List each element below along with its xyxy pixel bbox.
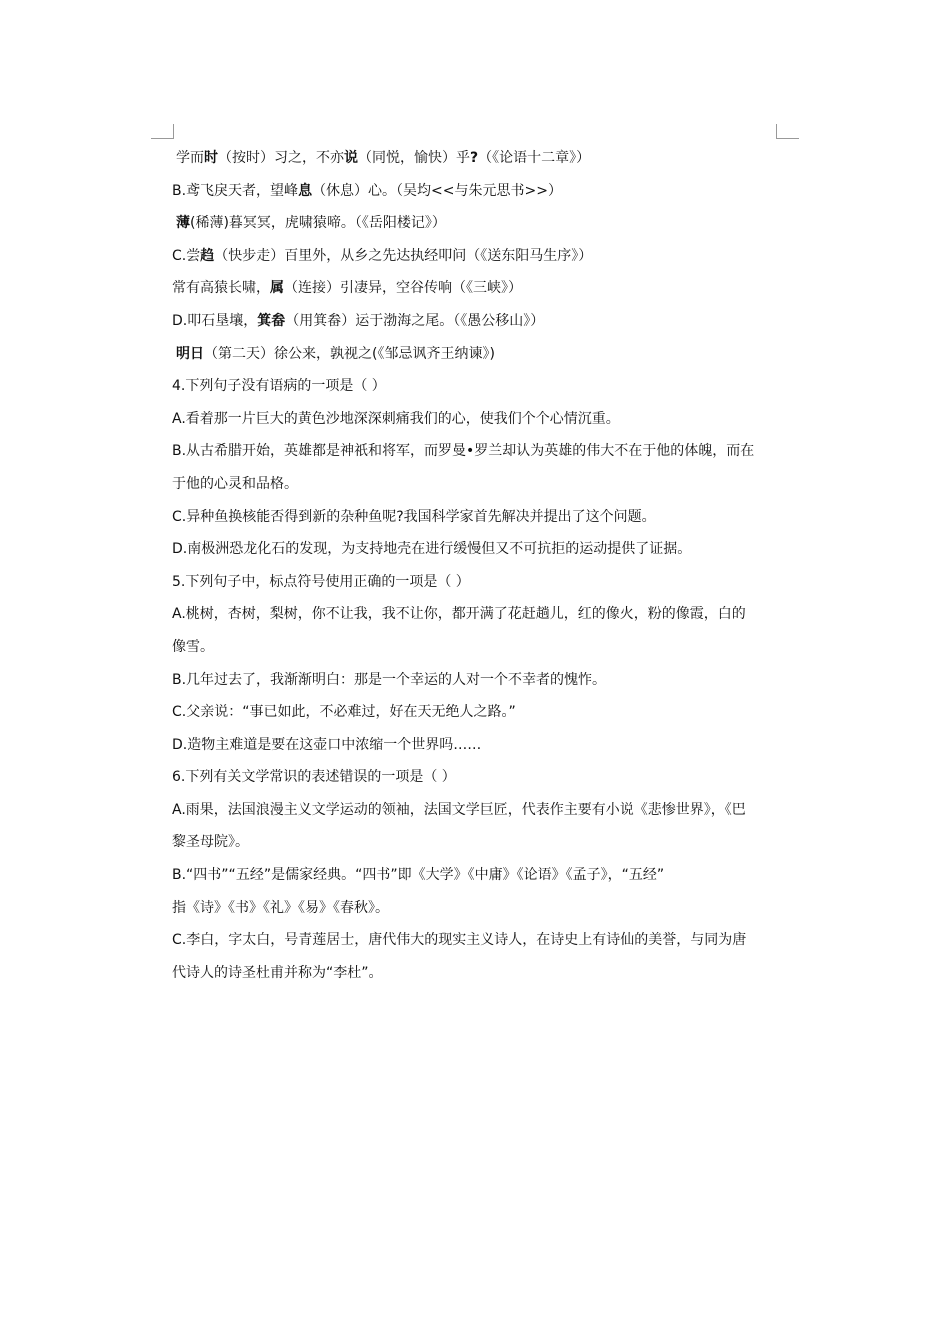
- option-line: D.南极洲恐龙化石的发现，为支持地壳在进行缓慢但又不可抗拒的运动提供了证据。: [172, 541, 692, 558]
- option-line: B.从古希腊开始，英雄都是神祇和将军，而罗曼•罗兰却认为英雄的伟大不在于他的体魄，而在: [172, 443, 755, 460]
- bold-term: 息: [298, 182, 313, 199]
- option-line-continued: 代诗人的诗圣杜甫并称为“李杜”。: [172, 964, 383, 981]
- text-line: B.鸢飞戾天者，望峰息（休息）心。（吴均<<与朱元思书>>）: [172, 182, 562, 199]
- crop-mark-top-left: [151, 124, 174, 139]
- document-body: [172, 142, 778, 989]
- text-line: C.尝趋（快步走）百里外，从乡之先达执经叩问（《送东阳马生序》）: [172, 247, 593, 264]
- bold-term: 属: [270, 280, 284, 297]
- text-line: 学而时（按时）习之，不亦说（同悦，愉快）乎?（《论语十二章》）: [176, 150, 591, 166]
- option-line: D.造物主难道是要在这壶口中浓缩一个世界吗……: [172, 736, 482, 753]
- option-line-continued: 像雪。: [172, 638, 214, 655]
- text-line: 常有高猿长啸，属（连接）引凄异，空谷传响（《三峡》）: [172, 280, 522, 297]
- bold-term: 时: [204, 150, 218, 166]
- bold-term: 薄: [176, 215, 190, 232]
- option-line-continued: 于他的心灵和品格。: [172, 475, 298, 492]
- option-line-continued: 指《诗》《书》《礼》《易》《春秋》。: [172, 899, 389, 916]
- option-line-continued: 黎圣母院》。: [172, 834, 249, 851]
- bold-term: 说: [344, 150, 358, 166]
- option-line: A.雨果，法国浪漫主义文学运动的领袖，法国文学巨匠，代表作主要有小说《悲惨世界》，《巴: [172, 801, 746, 818]
- text-line: 薄(稀薄)暮冥冥，虎啸猿啼。（《岳阳楼记》）: [176, 215, 446, 232]
- option-line: C.异种鱼换核能否得到新的杂种鱼呢?我国科学家首先解决并提出了这个问题。: [172, 508, 656, 525]
- option-line: C.父亲说：“事已如此，不必难过，好在天无绝人之路。”: [172, 704, 516, 721]
- option-line: B.几年过去了，我渐渐明白：那是一个幸运的人对一个不幸者的愧怍。: [172, 671, 607, 688]
- question-6-title: 6.下列有关文学常识的表述错误的一项是（ ）: [172, 769, 456, 786]
- question-4-title: 4.下列句子没有语病的一项是（ ）: [172, 378, 386, 395]
- crop-mark-top-right: [776, 124, 799, 139]
- option-line: A.桃树，杏树，梨树，你不让我，我不让你，都开满了花赶趟儿，红的像火，粉的像霞，白的: [172, 606, 746, 623]
- option-line: C.李白，字太白，号青莲居士，唐代伟大的现实主义诗人，在诗史上有诗仙的美誉，与同为唐: [172, 932, 747, 949]
- bold-term: 趋: [200, 247, 215, 264]
- option-line: A.看着那一片巨大的黄色沙地深深刺痛我们的心，使我们个个心情沉重。: [172, 410, 620, 427]
- text-line: 明日（第二天）徐公来，孰视之(《邹忌讽齐王纳谏》): [176, 345, 495, 362]
- bold-term: 箕畚: [257, 312, 286, 329]
- question-5-title: 5.下列句子中，标点符号使用正确的一项是（ ）: [172, 573, 470, 590]
- option-line: B.“四书”“五经”是儒家经典。“四书”即《大学》《中庸》《论语》《孟子》，“五经”: [172, 867, 665, 884]
- bold-term: ?: [470, 150, 479, 166]
- text-line: D.叩石垦壤，箕畚（用箕畚）运于渤海之尾。（《愚公移山》）: [172, 312, 545, 329]
- bold-term: 明日: [176, 345, 204, 362]
